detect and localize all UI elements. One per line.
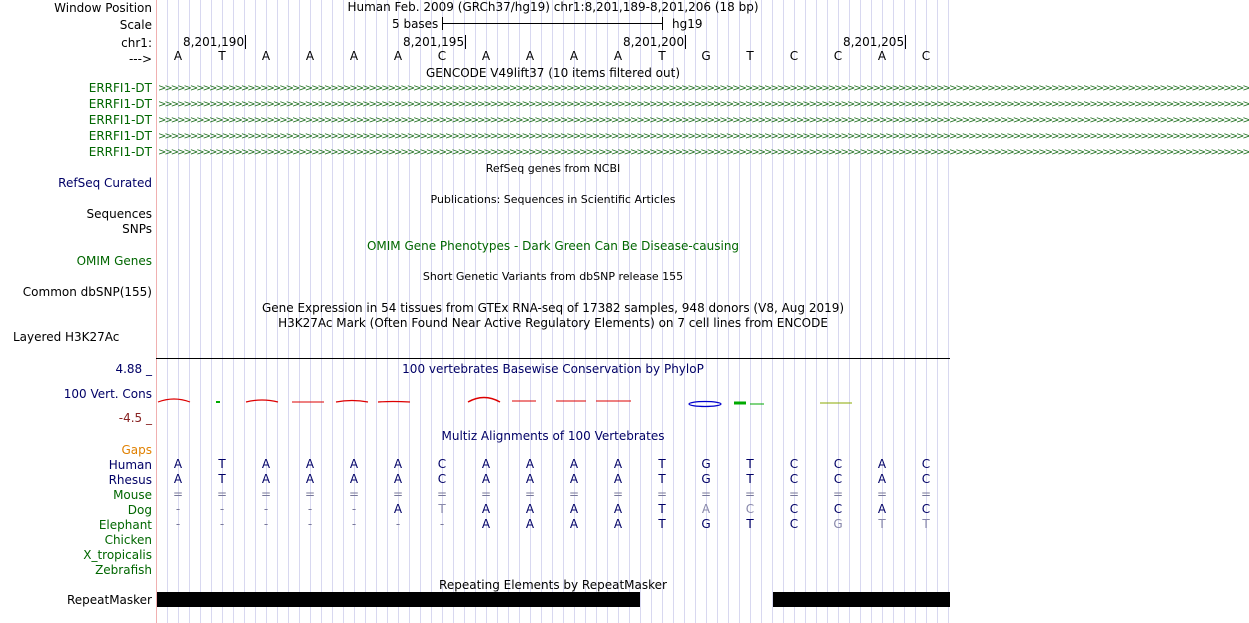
ruler-tick-label: 8,201,200 [623,35,685,49]
base-letter: A [613,502,623,516]
gencode-item-label[interactable]: ERRFI1-DT [88,97,152,111]
multiz-species-label[interactable]: Mouse [113,488,152,502]
dbsnp-track-label[interactable]: Common dbSNP(155) [22,285,152,299]
base-letter: A [305,457,315,471]
base-letter: A [877,472,887,486]
multiz-species-label[interactable]: Rhesus [108,473,152,487]
base-letter: A [173,472,183,486]
base-letter: T [658,472,666,486]
base-letter: - [351,502,357,516]
base-letter: A [393,472,403,486]
arrow-label: ---> [128,52,152,66]
ruler-tick-mark [685,35,686,49]
base-letter: = [568,487,580,501]
gencode-item-label[interactable]: ERRFI1-DT [88,129,152,143]
gencode-transcript-line[interactable]: >>>>>>>>>>>>>>>>>>>>>>>>>>>>>>>>>>>>>>>>>>>>>>>>>>>>>>>>>>>>>>>>>>>>>>>>>>>>>>>>>>>>>>>>>>>>>>>>>>>>>>>>>>>>>>>>>>>>>>>>>>>>>>>>>>>>>>>>>>>>>>>>>>>>>>>>>>>>>>>>>>>>>>>>>>> [158,147,1249,158]
refseq-track-title[interactable]: RefSeq genes from NCBI [485,162,621,175]
base-letter: A [261,472,271,486]
phylop-wiggle [156,390,950,412]
base-letter: C [921,472,931,486]
multiz-track-title[interactable]: Multiz Alignments of 100 Vertebrates [441,429,665,443]
refseq-track-label[interactable]: RefSeq Curated [58,176,152,190]
base-letter: C [789,457,799,471]
base-letter: G [833,517,843,531]
base-letter: A [305,472,315,486]
gencode-item-label[interactable]: ERRFI1-DT [88,81,152,95]
base-letter: T [746,472,754,486]
base-letter: A [525,49,535,63]
base-letter: C [437,457,447,471]
base-letter: A [393,49,403,63]
base-letter: T [658,49,666,63]
base-letter: A [481,502,491,516]
gaps-track-label[interactable]: Gaps [121,443,152,457]
base-letter: C [833,502,843,516]
base-letter: A [569,472,579,486]
ruler-tick-mark [905,35,906,49]
repeatmasker-track-label[interactable]: RepeatMasker [66,593,152,607]
base-letter: = [260,487,272,501]
base-letter: - [175,502,181,516]
base-letter: T [658,517,666,531]
base-letter: A [261,49,271,63]
base-letter: C [921,502,931,516]
base-letter: T [878,517,886,531]
base-letter: A [613,457,623,471]
scale-bar [442,23,662,24]
base-letter: T [746,517,754,531]
base-letter: A [877,502,887,516]
ruler-tick-label: 8,201,195 [403,35,465,49]
base-letter: C [921,457,931,471]
base-letter: = [436,487,448,501]
base-letter: A [393,502,403,516]
gencode-item-label[interactable]: ERRFI1-DT [88,113,152,127]
base-letter: A [481,517,491,531]
scale-db: hg19 [672,17,703,31]
base-letter: A [613,517,623,531]
omim-track-title[interactable]: OMIM Gene Phenotypes - Dark Green Can Be Disease-causing [366,239,740,253]
pubs-snps-label[interactable]: SNPs [122,222,152,236]
base-letter: = [744,487,756,501]
phylop-track-label[interactable]: 100 Vert. Cons [63,387,152,401]
base-letter: T [746,49,754,63]
base-letter: - [351,517,357,531]
window-position-label: Window Position [54,1,152,15]
gencode-track-title[interactable]: GENCODE V49lift37 (10 items filtered out) [425,66,680,80]
base-letter: - [263,517,269,531]
base-letter: A [525,517,535,531]
omim-track-label[interactable]: OMIM Genes [76,254,152,268]
base-letter: = [304,487,316,501]
gencode-transcript-line[interactable]: >>>>>>>>>>>>>>>>>>>>>>>>>>>>>>>>>>>>>>>>>>>>>>>>>>>>>>>>>>>>>>>>>>>>>>>>>>>>>>>>>>>>>>>>>>>>>>>>>>>>>>>>>>>>>>>>>>>>>>>>>>>>>>>>>>>>>>>>>>>>>>>>>>>>>>>>>>>>>>>>>>>>>>>>>>> [158,99,1249,110]
phylop-max-label: 4.88 _ [115,362,152,376]
multiz-species-label[interactable]: Human [108,458,152,472]
pubs-sequences-label[interactable]: Sequences [86,207,152,221]
repeatmasker-block[interactable] [773,592,950,607]
base-letter: = [788,487,800,501]
h3k27ac-track-title[interactable]: H3K27Ac Mark (Often Found Near Active Regulatory Elements) on 7 cell lines from ENCODE [278,316,828,330]
h3k27ac-track-label[interactable]: Layered H3K27Ac [13,330,120,344]
base-letter: T [658,502,666,516]
ruler-tick-label: 8,201,190 [183,35,245,49]
base-letter: = [876,487,888,501]
base-letter: = [920,487,932,501]
assembly-position-text: Human Feb. 2009 (GRCh37/hg19) chr1:8,201,189-8,201,206 (18 bp) [347,0,759,14]
gencode-item-label[interactable]: ERRFI1-DT [88,145,152,159]
base-letter: - [439,517,445,531]
base-letter: A [481,472,491,486]
base-letter: A [393,457,403,471]
base-letter: C [789,472,799,486]
base-letter: = [832,487,844,501]
multiz-species-label[interactable]: Zebrafish [95,563,152,577]
base-letter: G [701,457,711,471]
base-letter: G [701,472,711,486]
base-letter: A [305,49,315,63]
multiz-alignment-row [156,487,950,501]
base-letter: A [525,472,535,486]
base-letter: A [569,457,579,471]
base-letter: A [877,457,887,471]
base-letter: T [218,472,226,486]
base-letter: A [701,502,711,516]
base-letter: - [307,502,313,516]
ruler-tick-mark [245,35,246,49]
base-letter: A [569,49,579,63]
multiz-alignment-row [156,517,950,531]
base-letter: = [700,487,712,501]
base-letter: - [219,502,225,516]
base-letter: C [789,502,799,516]
multiz-alignment-row [156,457,950,471]
base-letter: T [438,502,446,516]
repeatmasker-block[interactable] [157,592,640,607]
multiz-alignment-row [156,502,950,516]
scale-bar-left-cap [442,17,443,30]
multiz-alignment-row [156,472,950,486]
base-letter: C [833,472,843,486]
base-letter: T [746,457,754,471]
base-letter: A [613,49,623,63]
base-letter: T [218,49,226,63]
multiz-species-label[interactable]: Elephant [98,518,152,532]
base-letter: T [218,457,226,471]
pubs-track-title[interactable]: Publications: Sequences in Scientific Articles [430,193,676,206]
base-letter: = [172,487,184,501]
base-letter: C [789,517,799,531]
base-letter: C [745,502,755,516]
dbsnp-track-title[interactable]: Short Genetic Variants from dbSNP release 155 [422,270,684,283]
base-letter: C [789,49,799,63]
base-letter: A [525,502,535,516]
base-letter: G [701,517,711,531]
base-letter: A [481,457,491,471]
base-letter: A [569,502,579,516]
base-letter: - [307,517,313,531]
base-letter: = [612,487,624,501]
base-letter: = [216,487,228,501]
base-letter: = [656,487,668,501]
base-letter: = [348,487,360,501]
base-letter: C [833,49,843,63]
base-letter: A [525,457,535,471]
gencode-transcript-line[interactable]: >>>>>>>>>>>>>>>>>>>>>>>>>>>>>>>>>>>>>>>>>>>>>>>>>>>>>>>>>>>>>>>>>>>>>>>>>>>>>>>>>>>>>>>>>>>>>>>>>>>>>>>>>>>>>>>>>>>>>>>>>>>>>>>>>>>>>>>>>>>>>>>>>>>>>>>>>>>>>>>>>>>>>>>>>>> [158,83,1249,94]
multiz-species-label[interactable]: Dog [127,503,152,517]
base-letter: = [392,487,404,501]
multiz-species-label[interactable]: Chicken [104,533,152,547]
gtex-track-title[interactable]: Gene Expression in 54 tissues from GTEx RNA-seq of 17382 samples, 948 donors (V8, Aug 2019) [261,301,845,315]
repeatmasker-track-title[interactable]: Repeating Elements by RepeatMasker [439,578,667,592]
base-letter: - [263,502,269,516]
phylop-min-label: -4.5 _ [118,411,152,425]
chrom-label: chr1: [121,36,152,50]
base-letter: - [175,517,181,531]
base-letter: C [921,49,931,63]
base-letter: A [173,457,183,471]
ruler-tick-label: 8,201,205 [843,35,905,49]
h3k27ac-baseline [156,358,950,359]
base-letter: C [437,472,447,486]
base-letter: T [658,457,666,471]
multiz-species-label[interactable]: X_tropicalis [83,548,152,562]
base-letter: A [349,472,359,486]
scale-label: Scale [119,18,152,32]
scale-text: 5 bases [392,17,439,31]
base-letter: G [701,49,711,63]
base-letter: A [481,49,491,63]
base-letter: - [219,517,225,531]
ruler-tick-mark [465,35,466,49]
base-letter: A [173,49,183,63]
base-letter: A [877,49,887,63]
base-letter: = [480,487,492,501]
base-letter: A [261,457,271,471]
base-letter: C [437,49,447,63]
base-letter: A [349,49,359,63]
base-letter: A [613,472,623,486]
base-sequence [156,49,950,63]
phylop-track-title[interactable]: 100 vertebrates Basewise Conservation by PhyloP [402,362,704,376]
base-letter: = [524,487,536,501]
base-letter: A [349,457,359,471]
base-letter: T [922,517,930,531]
base-letter: C [833,457,843,471]
base-letter: - [395,517,401,531]
base-letter: A [569,517,579,531]
scale-bar-right-cap [662,17,663,30]
gencode-transcript-line[interactable]: >>>>>>>>>>>>>>>>>>>>>>>>>>>>>>>>>>>>>>>>>>>>>>>>>>>>>>>>>>>>>>>>>>>>>>>>>>>>>>>>>>>>>>>>>>>>>>>>>>>>>>>>>>>>>>>>>>>>>>>>>>>>>>>>>>>>>>>>>>>>>>>>>>>>>>>>>>>>>>>>>>>>>>>>>>> [158,131,1249,142]
gencode-transcript-line[interactable]: >>>>>>>>>>>>>>>>>>>>>>>>>>>>>>>>>>>>>>>>>>>>>>>>>>>>>>>>>>>>>>>>>>>>>>>>>>>>>>>>>>>>>>>>>>>>>>>>>>>>>>>>>>>>>>>>>>>>>>>>>>>>>>>>>>>>>>>>>>>>>>>>>>>>>>>>>>>>>>>>>>>>>>>>>>> [158,115,1249,126]
